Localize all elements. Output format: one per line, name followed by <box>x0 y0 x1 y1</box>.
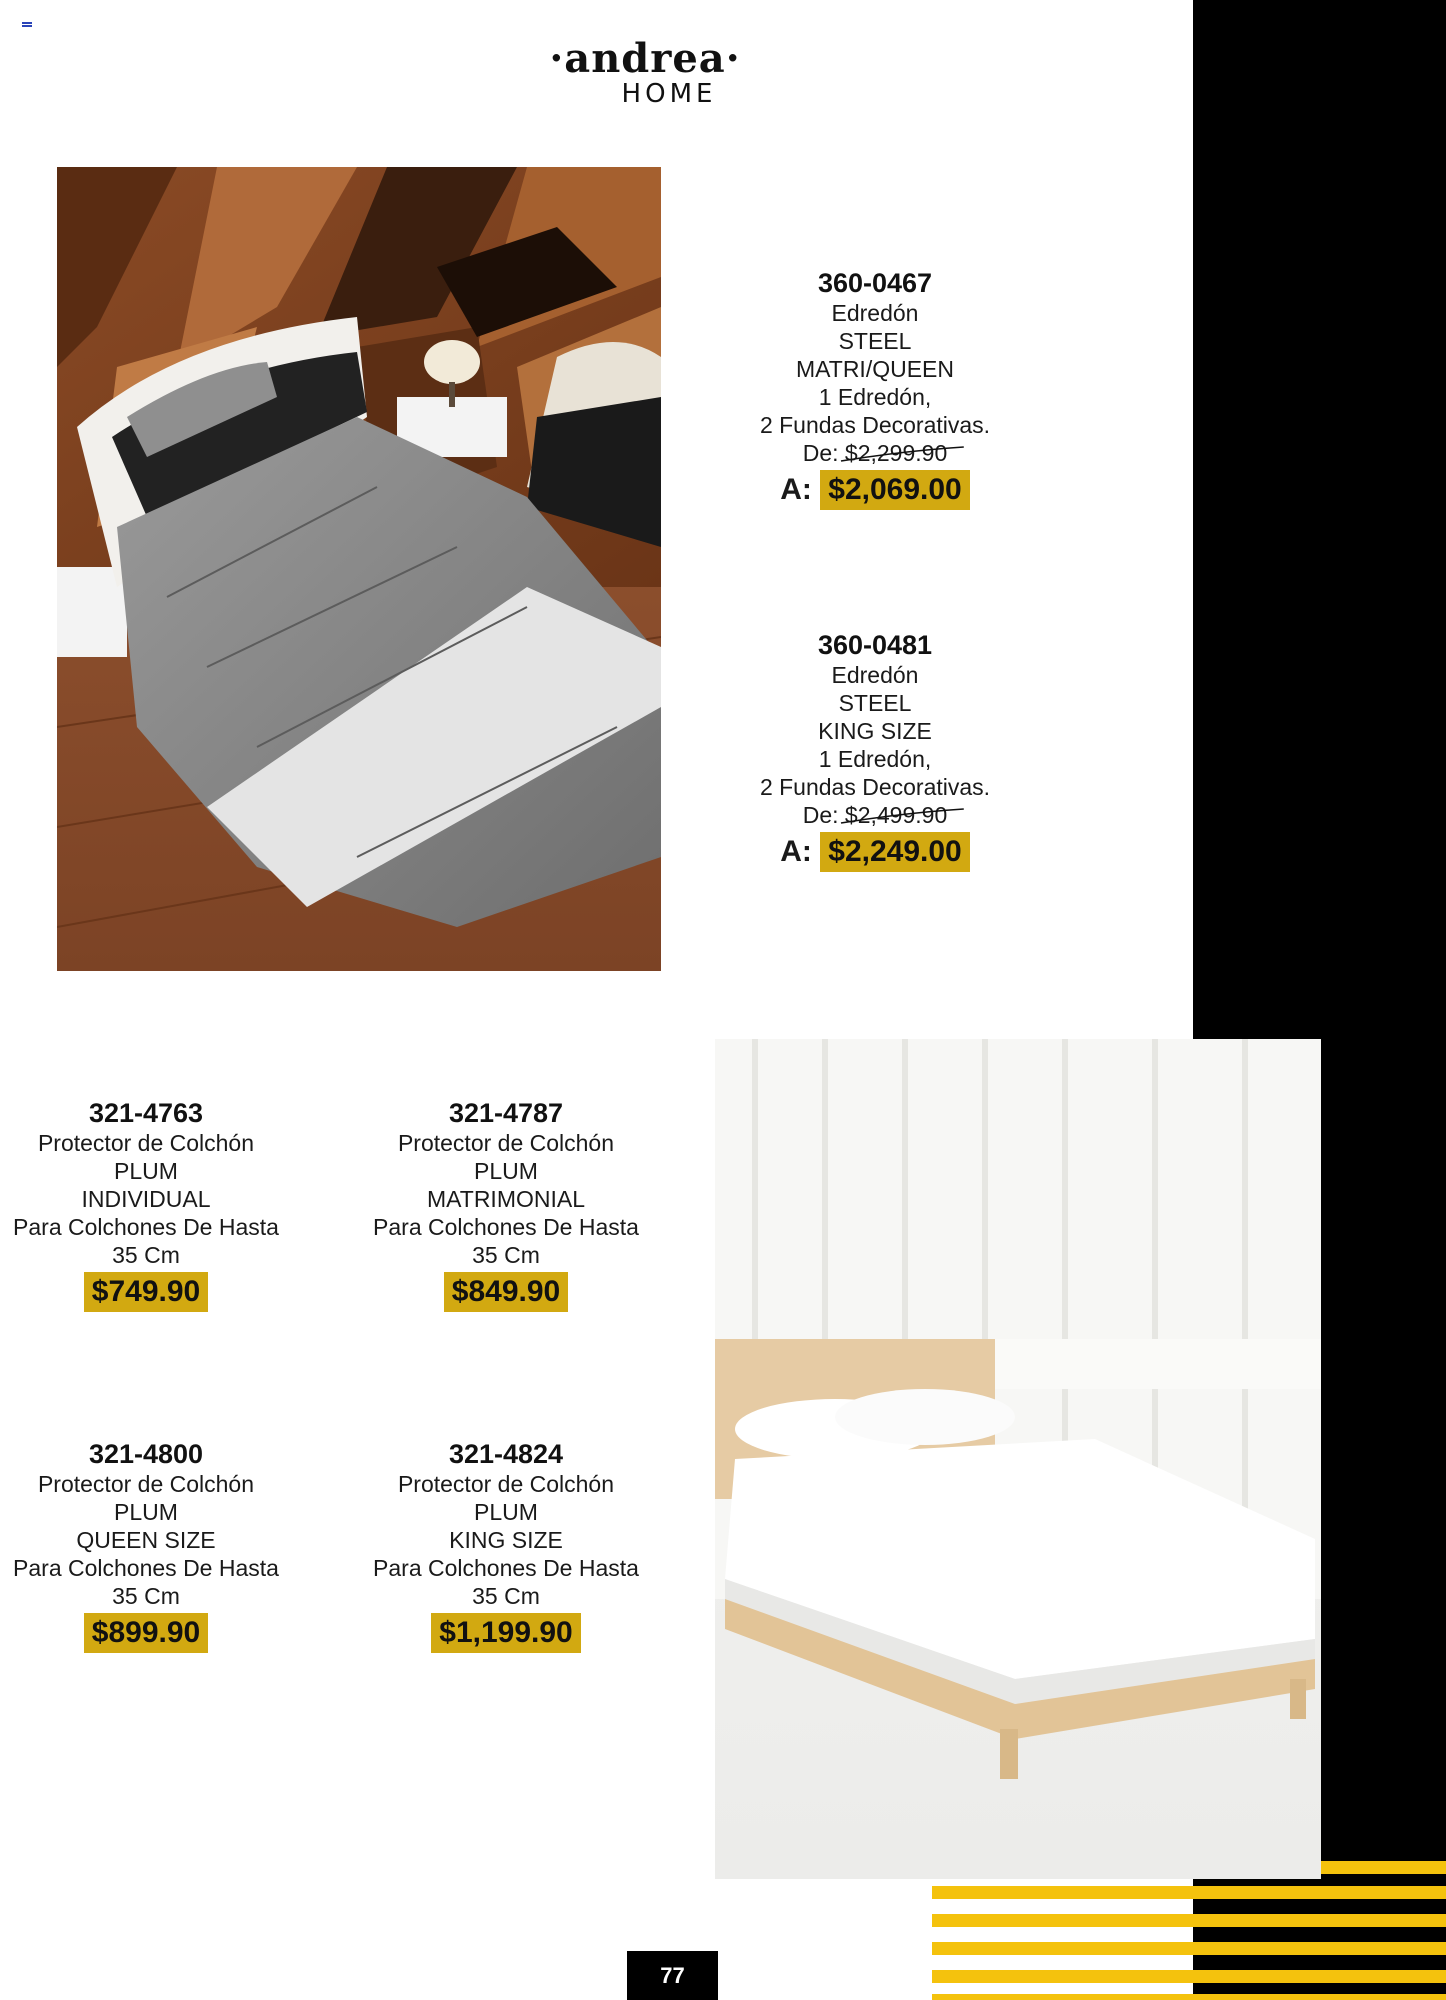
before-price-row <box>720 801 1030 829</box>
decorative-stripe <box>932 1914 1446 1927</box>
product-line: Para Colchones De Hasta <box>373 1555 639 1581</box>
product-line: PLUM <box>114 1158 178 1184</box>
decorative-stripe <box>932 1886 1446 1899</box>
page-number: 77 <box>627 1951 718 2000</box>
brand-sub: HOME <box>621 79 717 109</box>
product-line: PLUM <box>474 1499 538 1525</box>
product-line: STEEL <box>838 690 912 716</box>
product-line: PLUM <box>114 1499 178 1525</box>
product-code: 321-4824 <box>448 1439 564 1469</box>
before-price: $2,299.90 <box>845 439 947 467</box>
product-block <box>0 1438 292 1653</box>
brand-name: ·andrea· <box>549 35 741 82</box>
sale-label: A: <box>780 835 812 868</box>
product-line: INDIVIDUAL <box>81 1186 211 1212</box>
decorative-stripe <box>932 1942 1446 1955</box>
product-code: 321-4787 <box>448 1098 564 1128</box>
sale-price-row <box>720 470 1030 510</box>
product-line: 35 Cm <box>112 1242 180 1268</box>
brand-logo <box>500 35 790 109</box>
before-price-row <box>720 439 1030 467</box>
product-block <box>360 1438 652 1653</box>
comforter-photo <box>57 167 661 971</box>
price-tag: $749.90 <box>84 1272 208 1312</box>
product-block <box>0 1097 292 1312</box>
product-line: PLUM <box>474 1158 538 1184</box>
sale-price-tag: $2,249.00 <box>820 832 969 872</box>
product-line: KING SIZE <box>818 718 932 744</box>
product-block <box>720 629 1030 872</box>
product-block <box>360 1097 652 1312</box>
product-line: 35 Cm <box>472 1583 540 1609</box>
product-line: Protector de Colchón <box>37 1471 255 1497</box>
product-code: 321-4800 <box>88 1439 204 1469</box>
price-tag: $899.90 <box>84 1613 208 1653</box>
product-line: Para Colchones De Hasta <box>13 1214 279 1240</box>
decorative-stripe <box>1321 1861 1446 1874</box>
product-line: 1 Edredón, <box>818 746 932 772</box>
product-line: Protector de Colchón <box>37 1130 255 1156</box>
decorative-stripe <box>932 1970 1446 1983</box>
before-price: $2,499.90 <box>845 801 947 829</box>
before-label: De: <box>802 440 839 466</box>
product-line: Protector de Colchón <box>397 1130 615 1156</box>
product-line: 2 Fundas Decorativas. <box>759 774 991 800</box>
product-line: KING SIZE <box>449 1527 563 1553</box>
product-code: 321-4763 <box>88 1098 204 1128</box>
sale-price-tag: $2,069.00 <box>820 470 969 510</box>
product-line: Edredón <box>831 662 919 688</box>
product-code: 360-0467 <box>817 268 933 298</box>
product-line: 1 Edredón, <box>818 384 932 410</box>
product-line: 35 Cm <box>472 1242 540 1268</box>
product-line: MATRIMONIAL <box>426 1186 586 1212</box>
product-line: MATRI/QUEEN <box>795 356 955 382</box>
product-block <box>720 267 1030 510</box>
product-line: STEEL <box>838 328 912 354</box>
product-line: Edredón <box>831 300 919 326</box>
sale-price-row <box>720 832 1030 872</box>
sale-label: A: <box>780 473 812 506</box>
product-line: Protector de Colchón <box>397 1471 615 1497</box>
decorative-stripe <box>932 1994 1446 2000</box>
product-line: Para Colchones De Hasta <box>373 1214 639 1240</box>
price-tag: $849.90 <box>444 1272 568 1312</box>
product-line: 35 Cm <box>112 1583 180 1609</box>
product-code: 360-0481 <box>817 630 933 660</box>
before-label: De: <box>802 802 839 828</box>
product-line: QUEEN SIZE <box>76 1527 216 1553</box>
menu-icon[interactable] <box>22 22 32 30</box>
product-line: Para Colchones De Hasta <box>13 1555 279 1581</box>
mattress-protector-photo <box>715 1039 1321 1879</box>
price-tag: $1,199.90 <box>431 1613 580 1653</box>
product-line: 2 Fundas Decorativas. <box>759 412 991 438</box>
